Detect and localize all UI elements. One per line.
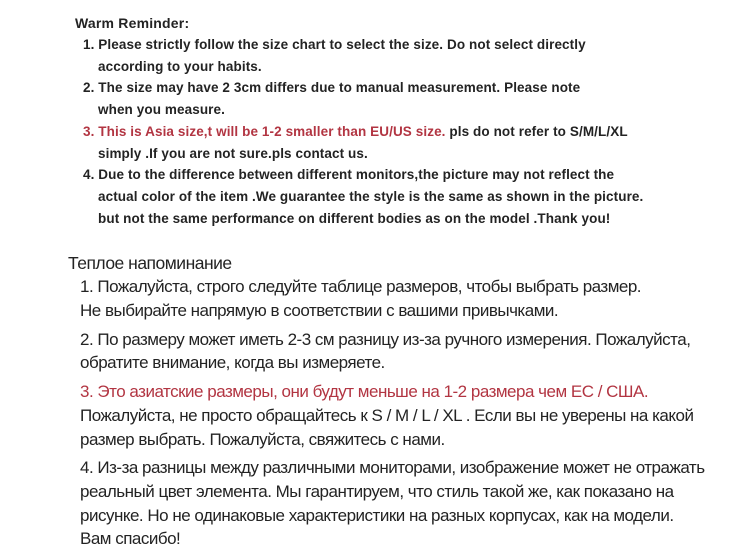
text-segment: Вам спасибо! xyxy=(80,529,181,549)
text-line xyxy=(98,143,750,165)
text-segment: реальный цвет элемента. Мы гарантируем, что стиль такой же, как показано на xyxy=(80,481,674,501)
highlighted-text-segment: 3. This is Asia size,t will be 1-2 smaller than EU/US size. xyxy=(83,123,446,139)
russian-reminder-title: Теплое напоминание xyxy=(68,253,232,274)
reminder-paragraph xyxy=(80,456,750,551)
text-segment: 1. Пожалуйста, строго следуйте таблице размеров, чтобы выбрать размер. xyxy=(80,277,642,297)
english-reminder-lines xyxy=(0,34,750,229)
text-line xyxy=(80,456,750,480)
text-segment: 4. Из-за разницы между различными мониторами, изображение может не отражать xyxy=(80,458,705,478)
text-line xyxy=(83,164,750,186)
text-line xyxy=(83,77,750,99)
text-line xyxy=(98,186,750,208)
text-line xyxy=(98,56,750,78)
text-line xyxy=(80,380,750,404)
text-line xyxy=(80,480,750,504)
text-segment: actual color of the item .We guarantee the style is the same as shown in the picture. xyxy=(98,188,644,204)
text-segment: according to your habits. xyxy=(98,58,262,74)
text-segment: 2. По размеру может иметь 2-3 см разницу из-за ручного измерения. Пожалуйста, xyxy=(80,329,691,349)
text-line xyxy=(83,121,750,143)
text-line xyxy=(80,275,750,299)
text-segment: размер выбрать. Пожалуйста, свяжитесь с нами. xyxy=(80,429,445,449)
text-segment: 4. Due to the difference between different monitors,the picture may not reflect the xyxy=(83,167,615,183)
text-line xyxy=(80,299,750,323)
text-line xyxy=(80,527,750,551)
english-reminder-section xyxy=(0,0,750,229)
text-line xyxy=(80,404,750,428)
text-segment: but not the same performance on different bodies as on the model .Thank you! xyxy=(98,210,611,226)
reminder-paragraph xyxy=(80,275,750,322)
russian-reminder-paragraphs xyxy=(0,275,750,551)
text-line xyxy=(80,351,750,375)
text-line xyxy=(80,504,750,528)
text-segment: 2. The size may have 2 3cm differs due to manual measurement. Please note xyxy=(83,80,581,96)
text-segment: pls do not refer to S/M/L/XL xyxy=(445,123,628,139)
text-segment: Пожалуйста, не просто обращайтесь к S / M / L / XL . Если вы не уверены на какой xyxy=(80,405,694,425)
text-segment: simply .If you are not sure.pls contact us. xyxy=(98,145,368,161)
russian-reminder-section xyxy=(0,251,750,551)
reminder-paragraph xyxy=(80,380,750,451)
reminder-paragraph xyxy=(80,328,750,375)
text-line xyxy=(83,34,750,56)
text-segment: when you measure. xyxy=(98,102,225,118)
text-line xyxy=(80,328,750,352)
english-reminder-title: Warm Reminder: xyxy=(75,15,190,31)
text-line xyxy=(98,208,750,230)
text-segment: 1. Please strictly follow the size chart to select the size. Do not select directly xyxy=(83,37,586,52)
highlighted-text-segment: 3. Это азиатские размеры, они будут меньше на 1-2 размера чем ЕС / США. xyxy=(80,382,649,402)
text-line xyxy=(98,99,750,121)
text-segment: обратите внимание, когда вы измеряете. xyxy=(80,353,385,373)
text-line xyxy=(80,428,750,452)
text-segment: рисунке. Но не одинаковые характеристики на разных корпусах, как на модели. xyxy=(80,505,674,525)
text-segment: Не выбирайте напрямую в соответствии с вашими привычками. xyxy=(80,301,559,321)
